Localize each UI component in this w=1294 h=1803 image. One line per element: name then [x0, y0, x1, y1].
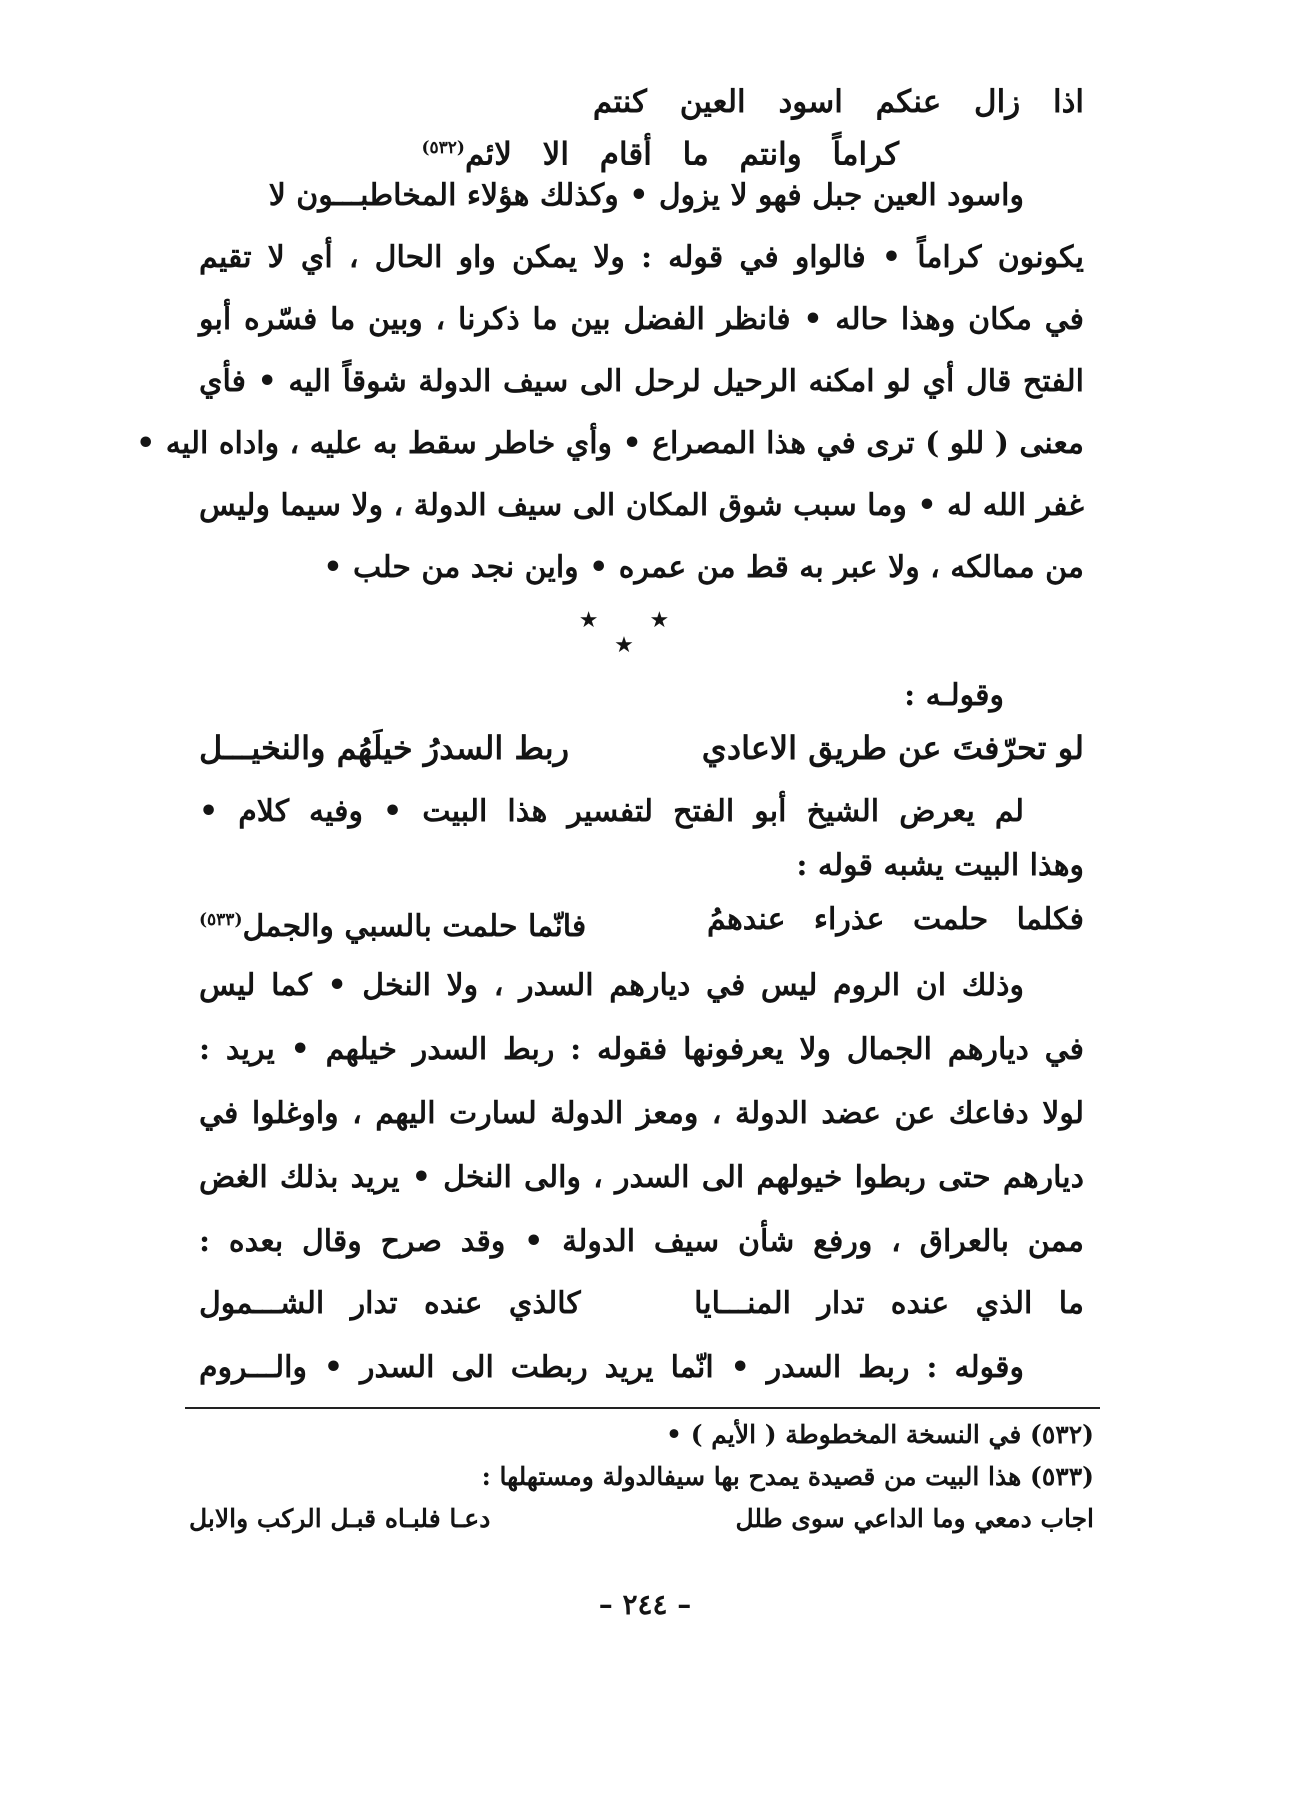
footnote-verse-first: اجاب دمعي وما الداعي سوى طلل [735, 1504, 1094, 1533]
footnote-533: (٥٣٣) هذا البيت من قصيدة يمدح بها سيفالدولة ومستهلها : [481, 1462, 1094, 1491]
footnote-ref-533: (٥٣٣) [199, 910, 243, 930]
prose-1-line-4: الفتح قال أي لو امكنه الرحيل لرحل الى سيف الدولة شوقاً اليه • فأي [199, 364, 1084, 399]
section-separator-stars: ★ ★ ★ [578, 608, 692, 658]
verse-4 [199, 1284, 1084, 1332]
verse-3-second-hemistich [199, 900, 586, 947]
prose-1-line-1: واسود العين جبل فهو لا يزول • وكذلك هؤلاء المخاطبـــون لا [268, 178, 1024, 213]
verse-2-first-hemistich: لو تحرّفتَ عن طريق الاعادي [701, 729, 1084, 767]
footnote-ref-532: (٥٣٢) [421, 138, 465, 158]
prose-4-line-1: وقوله : ربط السدر • انّما يريد ربطت الى السدر • والـــروم [199, 1350, 1024, 1385]
verse-4-second-hemistich: كالذي عنده تدار الشـــمول [199, 1286, 581, 1321]
footnote-verse-second: دعـا فلبـاه قبـل الركب والابل [189, 1504, 491, 1533]
verse-1-first-hemistich: اذا زال عنكم اسود العين كنتم [592, 84, 1084, 120]
prose-1-line-7: من ممالكه ، ولا عبر به قط من عمره • واين نجد من حلب • [323, 550, 1084, 585]
footnote-532: (٥٣٢) في النسخة المخطوطة ( الأيم ) • [666, 1420, 1094, 1449]
prose-3-line-5: ممن بالعراق ، ورفع شأن سيف الدولة • وقد صرح وقال بعده : [199, 1224, 1084, 1259]
verse-4-first-hemistich: ما الذي عنده تدار المنـــايا [694, 1286, 1084, 1321]
verse-1-second-hemistich [421, 128, 899, 174]
verse-1 [199, 82, 1084, 172]
intro-2: وقولـه : [904, 678, 1004, 713]
page-number: – ٢٤٤ – [598, 1588, 692, 1621]
prose-2-line-1: لم يعرض الشيخ أبو الفتح لتفسير هذا البيت • وفيه كلام • [199, 794, 1024, 829]
verse-3-first-hemistich: فكلما حلمت عذراء عندهمُ [707, 902, 1084, 937]
verse-2-second-hemistich: ربط السدرُ خيلَهُم والنخيـــل [199, 729, 570, 767]
footnote-divider [185, 1407, 1100, 1409]
prose-1-line-6: غفر الله له • وما سبب شوق المكان الى سيف الدولة ، ولا سيما وليس [199, 488, 1084, 523]
prose-3-line-2: في ديارهم الجمال ولا يعرفونها فقوله : ربط السدر خيلهم • يريد : [199, 1032, 1084, 1067]
prose-3-line-4: ديارهم حتى ربطوا خيولهم الى السدر ، والى النخل • يريد بذلك الغض [199, 1160, 1084, 1195]
verse-2 [199, 728, 1084, 776]
verse-1-second-text: كراماً وانتم ما أقام الا لائم [464, 136, 899, 173]
prose-3-line-3: لولا دفاعك عن عضد الدولة ، ومعز الدولة لسارت اليهم ، واوغلوا في [199, 1096, 1084, 1131]
verse-3 [199, 900, 1084, 948]
prose-1-line-2: يكونون كراماً • فالواو في قوله : ولا يمكن واو الحال ، أي لا تقيم [199, 240, 1084, 275]
prose-3-line-1: وذلك ان الروم ليس في ديارهم السدر ، ولا النخل • كما ليس [199, 968, 1024, 1003]
footnote-verse [189, 1502, 1094, 1538]
prose-1-line-5: معنى ( للو ) ترى في هذا المصراع • وأي خاطر سقط به عليه ، واداه اليه • [136, 426, 1084, 461]
prose-1-line-3: في مكان وهذا حاله • فانظر الفضل بين ما ذكرنا ، وبين ما فسّره أبو [199, 302, 1084, 337]
prose-2-line-2: وهذا البيت يشبه قوله : [796, 848, 1084, 883]
verse-3-second-text: فانّما حلمت بالسبي والجمل [242, 909, 587, 944]
